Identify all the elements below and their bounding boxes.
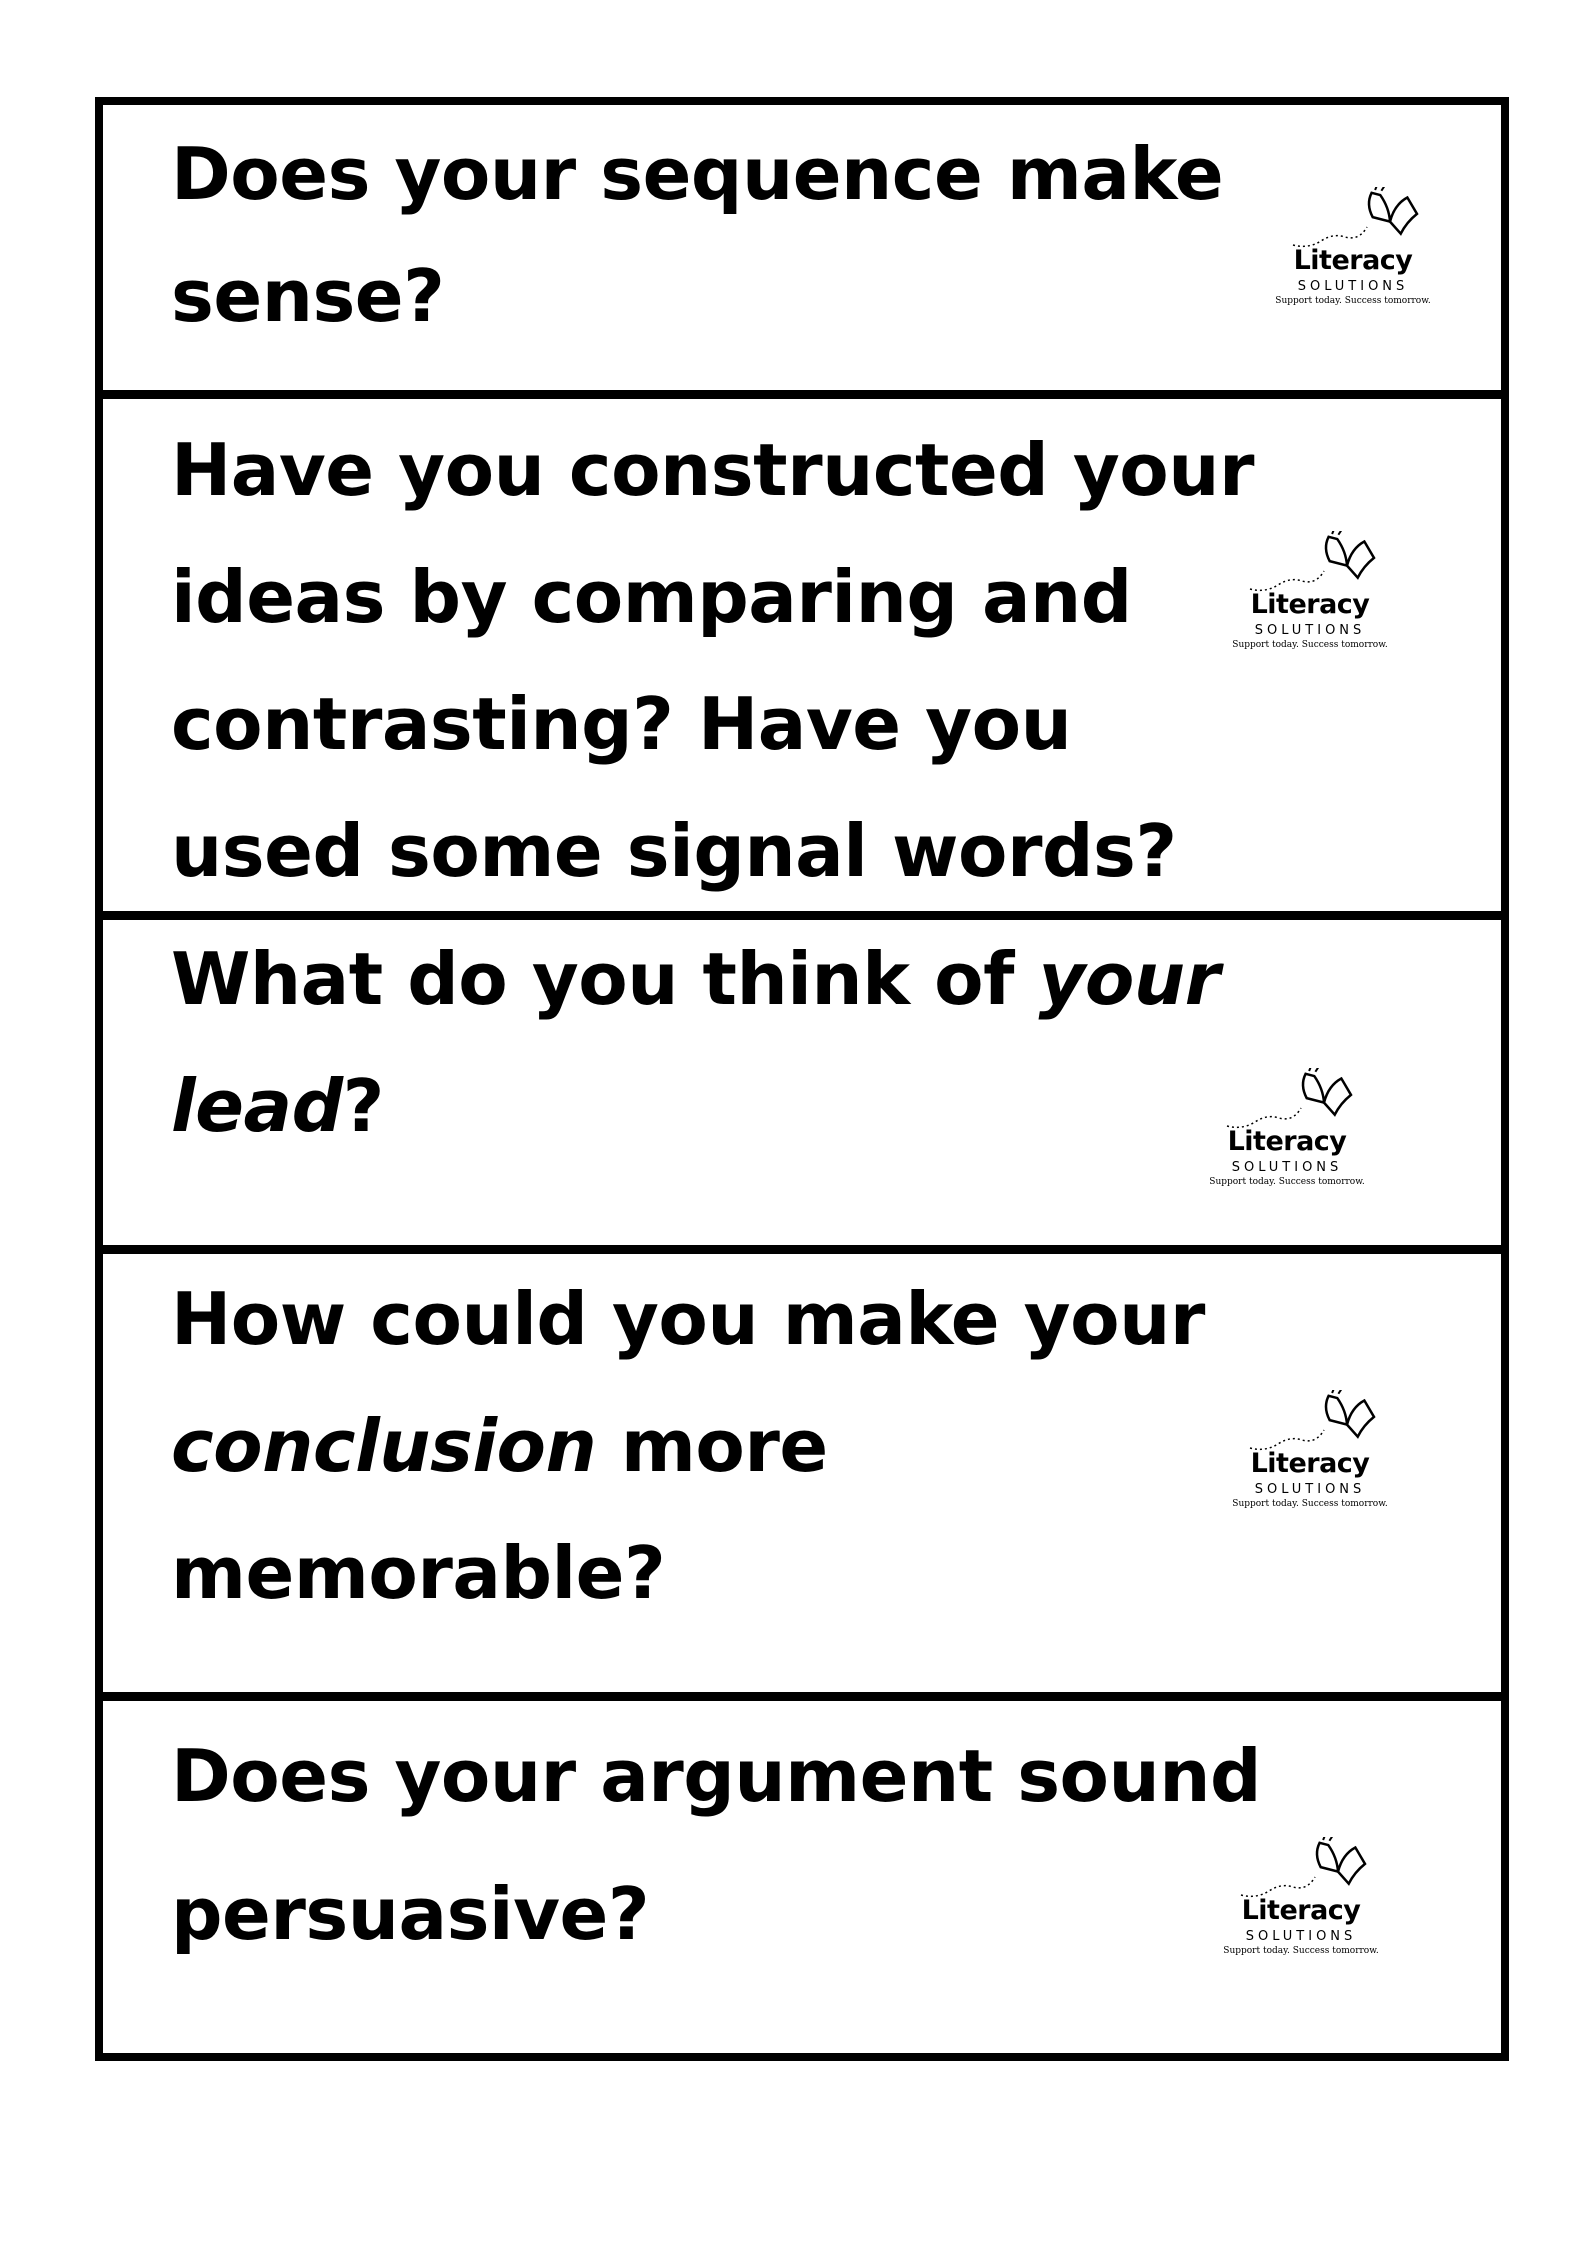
butterfly-book-icon (1197, 1068, 1377, 1130)
question-line (171, 534, 1311, 661)
question-text (171, 1256, 1311, 1637)
literacy-solutions-logo (1197, 1068, 1377, 1218)
text-segment: sense? (171, 254, 445, 338)
text-segment: ideas by comparing and (171, 555, 1132, 639)
question-line (171, 1510, 1311, 1637)
text-segment: used some signal words? (171, 809, 1177, 893)
question-card (103, 911, 1501, 1245)
text-segment: Have you constructed your (171, 428, 1255, 512)
literacy-solutions-logo (1263, 187, 1443, 337)
butterfly-book-icon (1220, 531, 1400, 593)
text-segment: Does your argument sound (171, 1734, 1262, 1818)
emphasized-text: lead (171, 1064, 343, 1148)
text-segment: memorable? (171, 1531, 666, 1615)
literacy-solutions-logo (1220, 531, 1400, 681)
logo-name: Literacy (1227, 1126, 1347, 1157)
text-segment: ? (342, 1064, 384, 1148)
emphasized-text: conclusion (171, 1404, 597, 1488)
text-segment: contrasting? Have you (171, 682, 1072, 766)
logo-tagline: Support today. Success tomorrow. (1232, 640, 1388, 650)
question-line (171, 788, 1311, 915)
logo-tagline: Support today. Success tomorrow. (1209, 1177, 1365, 1187)
logo-tagline: Support today. Success tomorrow. (1223, 1946, 1379, 1956)
question-line (171, 235, 1311, 357)
logo-name: Literacy (1250, 1448, 1370, 1479)
question-card (103, 105, 1501, 390)
butterfly-book-icon (1211, 1837, 1391, 1899)
question-text (171, 113, 1311, 357)
text-segment: more (596, 1404, 828, 1488)
text-segment: persuasive? (171, 1872, 650, 1956)
question-line (171, 1845, 1311, 1983)
question-card (103, 1692, 1501, 2061)
logo-subtitle: SOLUTIONS (1245, 1929, 1357, 1944)
logo-name: Literacy (1250, 589, 1370, 620)
butterfly-book-icon (1220, 1390, 1400, 1452)
literacy-solutions-logo (1211, 1837, 1391, 1987)
question-line (171, 1256, 1311, 1383)
question-card (103, 1245, 1501, 1692)
text-segment: How could you make your (171, 1277, 1205, 1361)
question-text (171, 916, 1311, 1170)
logo-tagline: Support today. Success tomorrow. (1232, 1499, 1388, 1509)
question-text (171, 1707, 1311, 1983)
logo-subtitle: SOLUTIONS (1231, 1160, 1343, 1175)
butterfly-book-icon (1263, 187, 1443, 249)
logo-name: Literacy (1241, 1895, 1361, 1926)
logo-subtitle: SOLUTIONS (1297, 279, 1409, 294)
question-line (171, 407, 1311, 534)
question-line (171, 1383, 1311, 1510)
question-card (103, 390, 1501, 911)
emphasized-text: your (1038, 937, 1220, 1021)
question-line (171, 916, 1311, 1043)
logo-subtitle: SOLUTIONS (1254, 1482, 1366, 1497)
literacy-solutions-logo (1220, 1390, 1400, 1540)
question-line (171, 1043, 1311, 1170)
text-segment: Does your sequence make (171, 132, 1224, 216)
text-segment: What do you think of (171, 937, 1039, 1021)
logo-name: Literacy (1293, 245, 1413, 276)
logo-tagline: Support today. Success tomorrow. (1275, 296, 1431, 306)
question-line (171, 1707, 1311, 1845)
question-line (171, 661, 1311, 788)
logo-subtitle: SOLUTIONS (1254, 623, 1366, 638)
question-card-sheet (95, 97, 1509, 2061)
question-line (171, 113, 1311, 235)
question-text (171, 407, 1311, 915)
